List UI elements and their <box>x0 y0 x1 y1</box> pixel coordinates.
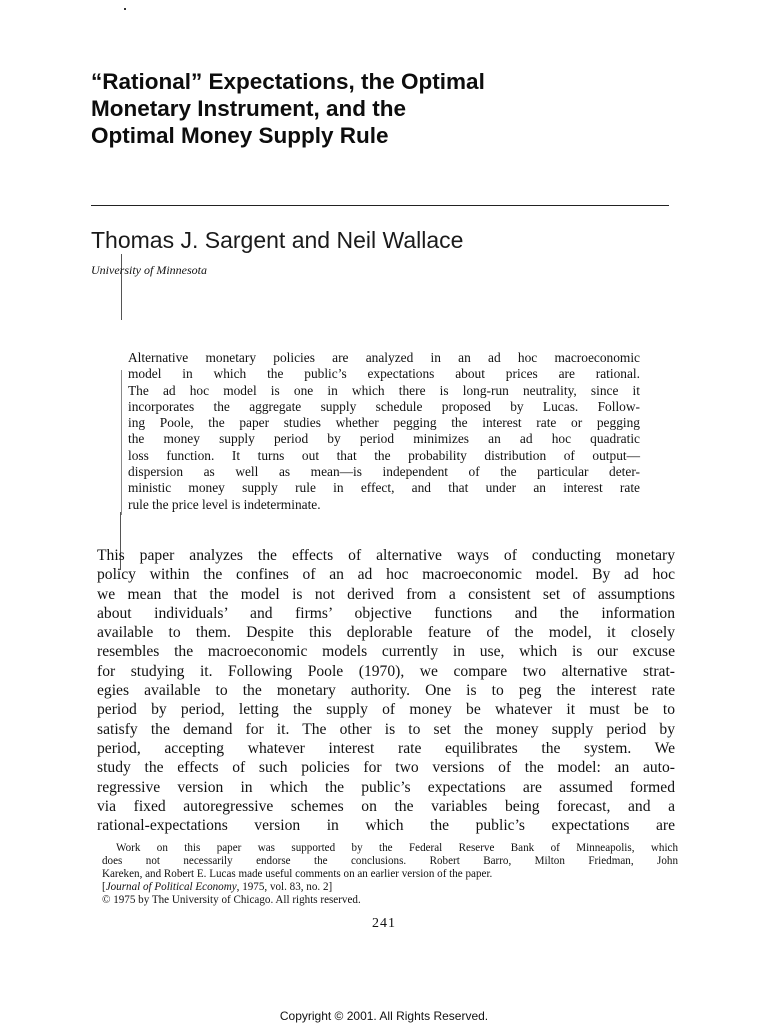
citation-bracket: [ <box>102 880 106 893</box>
body-line: period by period, letting the supply of money be whatever it must be to <box>97 701 675 719</box>
abstract-line: incorporates the aggregate supply schedule proposed by Lucas. Follow- <box>128 398 640 414</box>
abstract-line: ing Poole, the paper studies whether pegging the interest rate or pegging <box>128 415 640 431</box>
scan-speck <box>124 8 126 10</box>
title-line: Monetary Instrument, and the <box>91 96 407 121</box>
abstract-line: dispersion as well as mean—is independent of the particular deter- <box>128 464 640 480</box>
body-line: study the effects of such policies for two versions of the model: an auto- <box>97 759 675 777</box>
abstract-line: ministic money supply rule in effect, and that under an interest rate <box>128 480 640 496</box>
scan-margin-mark <box>121 370 122 515</box>
journal-citation <box>102 881 678 894</box>
footnote-line: Kareken, and Robert E. Lucas made useful comments on an earlier version of the paper. <box>102 867 493 880</box>
body-line: rational-expectations version in which the public’s expectations are <box>97 817 675 835</box>
body-paragraph <box>97 546 675 835</box>
title-line: “Rational” Expectations, the Optimal <box>91 69 485 94</box>
author-affiliation: University of Minnesota <box>91 263 207 277</box>
journal-name: Journal of Political Economy <box>105 880 237 893</box>
body-line: This paper analyzes the effects of alternative ways of conducting monetary <box>97 547 675 564</box>
body-line: egies available to the monetary authority. One is to peg the interest rate <box>97 682 675 700</box>
abstract-line: model in which the public’s expectations about prices are rational. <box>128 366 640 382</box>
title-rule <box>91 205 669 206</box>
citation-details: , 1975, vol. 83, no. 2] <box>236 880 333 893</box>
body-line: via fixed autoregressive schemes on the variables being forecast, and a <box>97 797 675 815</box>
body-line: about individuals’ and firms’ objective functions and the information <box>97 604 675 622</box>
abstract-line: rule the price level is indeterminate. <box>128 496 321 512</box>
title-line: Optimal Money Supply Rule <box>91 123 389 148</box>
body-line: resembles the macroeconomic models currently in use, which is our excuse <box>97 643 675 661</box>
author-names: Thomas J. Sargent and Neil Wallace <box>91 227 464 253</box>
abstract-line: loss function. It turns out that the probability distribution of output— <box>128 447 640 463</box>
body-line: we mean that the model is not derived from a consistent set of assumptions <box>97 585 675 603</box>
body-line: for studying it. Following Poole (1970), we compare two alternative strat- <box>97 662 675 680</box>
body-line: period, accepting whatever interest rate equilibrates the system. We <box>97 739 675 757</box>
abstract-line: Alternative monetary policies are analyzed in an ad hoc macroeconomic <box>128 350 640 365</box>
acknowledgment-footnote <box>102 842 678 907</box>
footnote-line: does not necessarily endorse the conclusions. Robert Barro, Milton Friedman, John <box>102 854 678 867</box>
abstract-line: The ad hoc model is one in which there is long-run neutrality, since it <box>128 382 640 398</box>
paper-title <box>91 68 651 149</box>
body-line: policy within the confines of an ad hoc macroeconomic model. By ad hoc <box>97 566 675 584</box>
body-line: regressive version in which the public’s expectations are assumed formed <box>97 778 675 796</box>
journal-copyright: © 1975 by The University of Chicago. All rights reserved. <box>102 893 361 906</box>
page-number: 241 <box>372 916 396 931</box>
copyright-notice: Copyright © 2001. All Rights Reserved. <box>279 1009 489 1023</box>
body-line: available to them. Despite this deplorable feature of the model, it closely <box>97 624 675 642</box>
body-line: satisfy the demand for it. The other is to set the money supply period by <box>97 720 675 738</box>
abstract-line: the money supply period by period minimizes an ad hoc quadratic <box>128 431 640 447</box>
abstract <box>128 350 640 513</box>
footnote-line: Work on this paper was supported by the Federal Reserve Bank of Minneapolis, which <box>116 842 678 854</box>
